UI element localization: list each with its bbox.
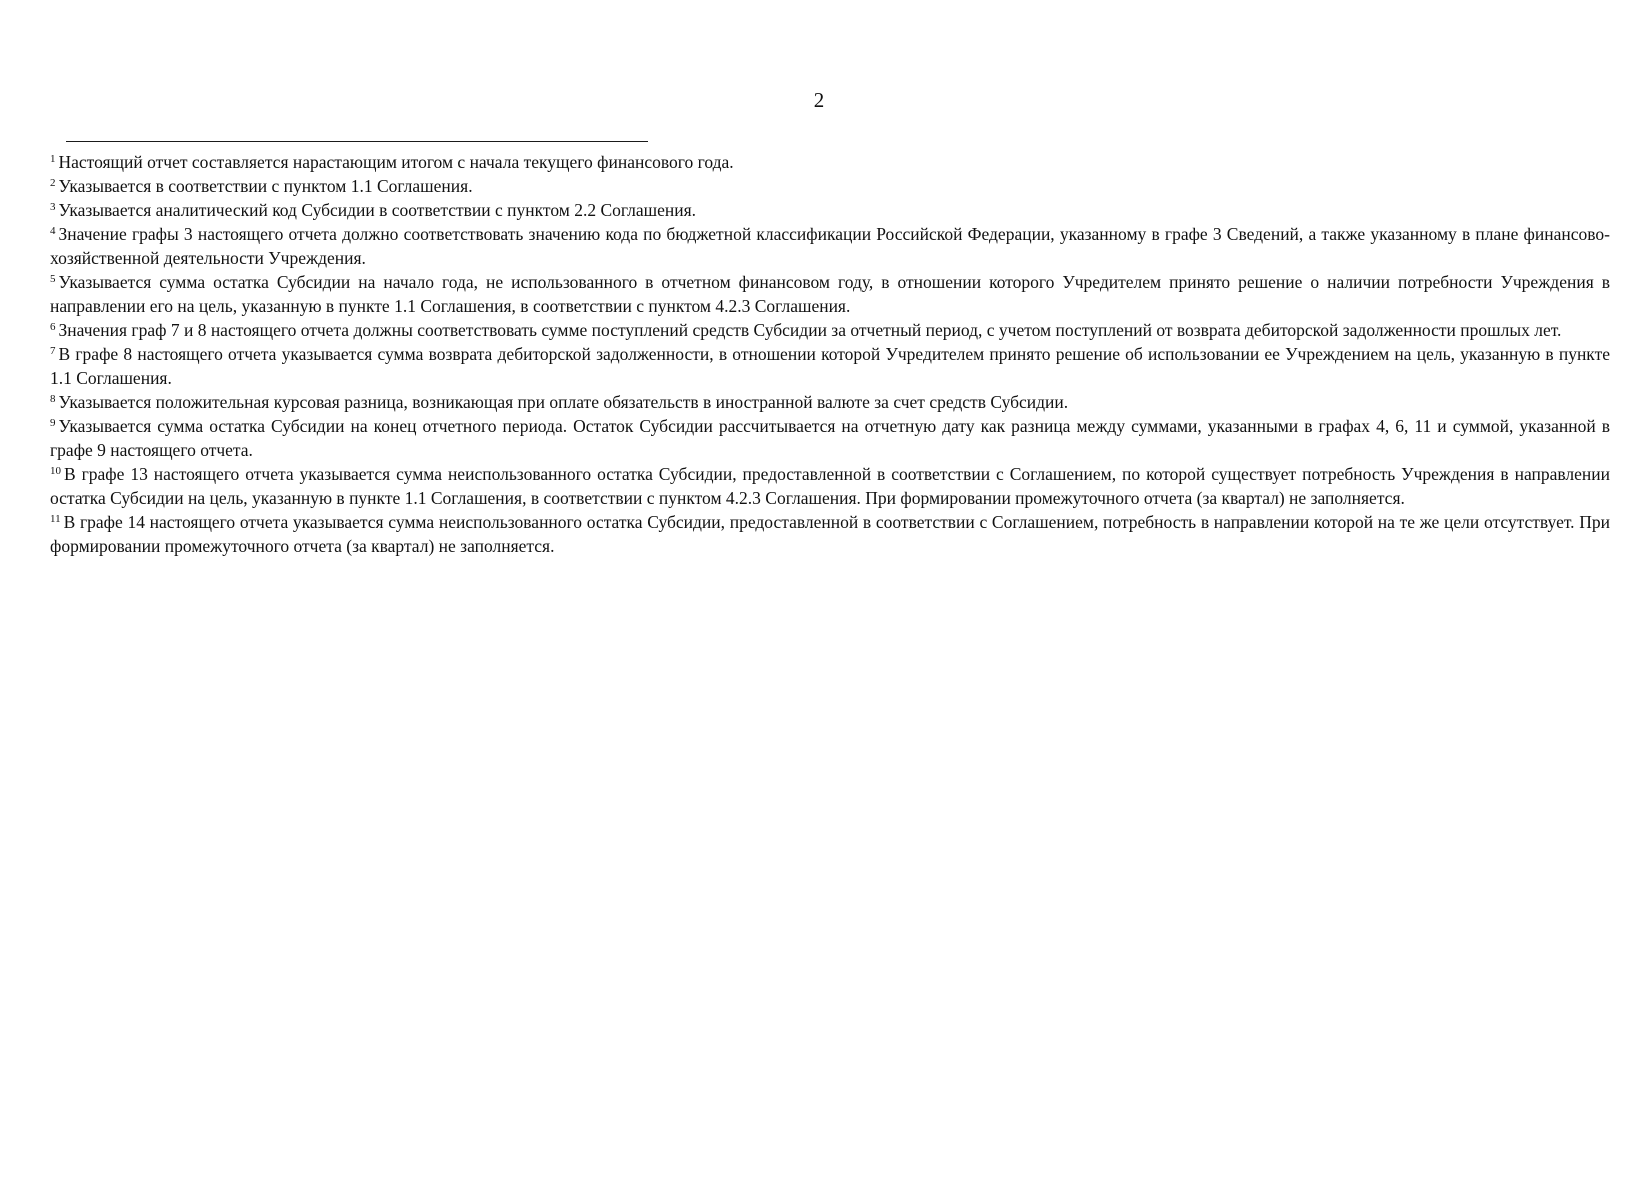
footnote-text: Значения граф 7 и 8 настоящего отчета должны соответствовать сумме поступлений средств Субсидии за отчетный период, с учетом поступлений от возврата дебиторской задолженности прошлых лет.	[58, 320, 1562, 340]
footnote-marker: 4	[50, 225, 56, 237]
footnote-marker: 11	[50, 513, 61, 525]
footnote-marker: 2	[50, 177, 56, 189]
footnote-marker: 5	[50, 273, 56, 285]
footnote-4	[50, 222, 1610, 270]
footnote-1	[50, 150, 1610, 174]
footnote-marker: 9	[50, 417, 56, 429]
footnote-separator	[66, 141, 648, 142]
footnote-text: Значение графы 3 настоящего отчета должно соответствовать значению кода по бюджетной классификации Российской Федерации, указанному в графе 3 Сведений, а также указанному в плане финансово-хозяйственной деятельности Учреждения.	[50, 224, 1610, 268]
page-number: 2	[813, 88, 825, 112]
footnote-8	[50, 390, 1610, 414]
footnote-text: Указывается аналитический код Субсидии в соответствии с пунктом 2.2 Соглашения.	[58, 200, 697, 220]
footnote-11	[50, 510, 1610, 558]
footnote-text: В графе 8 настоящего отчета указывается сумма возврата дебиторской задолженности, в отношении которой Учредителем принято решение об использовании ее Учреждением на цель, указанную в пункте 1.1 Соглашения.	[50, 344, 1610, 388]
footnote-marker: 6	[50, 321, 56, 333]
footnote-marker: 8	[50, 393, 56, 405]
footnote-6	[50, 318, 1610, 342]
footnote-2	[50, 174, 1610, 198]
footnote-text: Указывается сумма остатка Субсидии на конец отчетного периода. Остаток Субсидии рассчитывается на отчетную дату как разница между суммами, указанными в графах 4, 6, 11 и суммой, указанной в графе 9 настоящего отчета.	[50, 416, 1610, 460]
footnote-text: Указывается положительная курсовая разница, возникающая при оплате обязательств в иностранной валюте за счет средств Субсидии.	[58, 392, 1069, 412]
footnote-9	[50, 414, 1610, 462]
footnote-text: В графе 14 настоящего отчета указывается сумма неиспользованного остатка Субсидии, предоставленной в соответствии с Соглашением, потребность в направлении которой на те же цели отсутствует. При формировании промежуточного отчета (за квартал) не заполняется.	[50, 512, 1610, 556]
footnote-10	[50, 462, 1610, 510]
footnote-text: Настоящий отчет составляется нарастающим итогом с начала текущего финансового года.	[58, 152, 734, 172]
footnote-5	[50, 270, 1610, 318]
footnote-3	[50, 198, 1610, 222]
footnote-7	[50, 342, 1610, 390]
footnote-marker: 7	[50, 345, 56, 357]
footnote-text: Указывается сумма остатка Субсидии на начало года, не использованного в отчетном финансовом году, в отношении которого Учредителем принято решение о наличии потребности Учреждения в направлении его на цель, указанную в пункте 1.1 Соглашения, в соответствии с пунктом 4.2.3 Соглашения.	[50, 272, 1610, 316]
footnote-text: Указывается в соответствии с пунктом 1.1 Соглашения.	[58, 176, 473, 196]
footnote-marker: 3	[50, 201, 56, 213]
footnote-marker: 1	[50, 153, 56, 165]
footnotes-list	[50, 150, 1610, 558]
footnote-text: В графе 13 настоящего отчета указывается сумма неиспользованного остатка Субсидии, предоставленной в соответствии с Соглашением, по которой существует потребность Учреждения в направлении остатка Субсидии на цель, указанную в пункте 1.1 Соглашения, в соответствии с пунктом 4.2.3 Соглашения. При формировании промежуточного отчета (за квартал) не заполняется.	[50, 464, 1610, 508]
footnote-marker: 10	[50, 465, 61, 477]
